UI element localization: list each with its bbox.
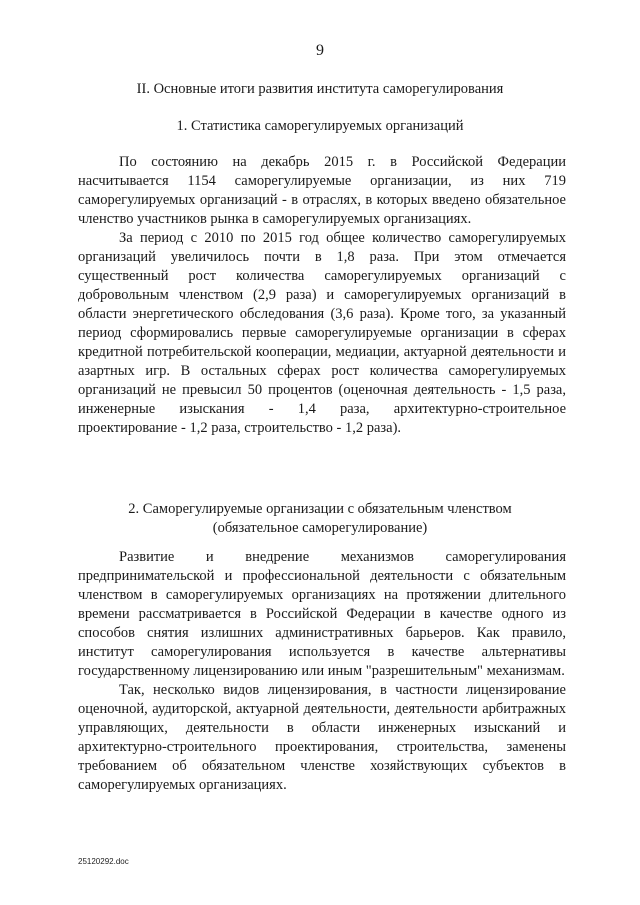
subsection-title-line: (обязательное саморегулирование)	[212, 520, 428, 536]
footer-filename: 25120292.doc	[78, 857, 129, 866]
paragraph: По состоянию на декабрь 2015 г. в Российской Федерации насчитывается 1154 саморегулируемые организации, из них 719 саморегулируемых организаций - в отраслях, в которых введено обязательное членство участников рынка в саморегулируемых организациях.	[78, 154, 566, 227]
subsection-title-line: 2. Саморегулируемые организации с обязательным членством	[128, 501, 512, 517]
section-title: II. Основные итоги развития института саморегулирования	[136, 81, 504, 97]
subsection-title-statistics: 1. Статистика саморегулируемых организаций	[176, 118, 464, 134]
mandatory-body	[78, 548, 566, 795]
paragraph: Развитие и внедрение механизмов саморегулирования предпринимательской и профессиональной деятельности с обязательным членством в саморегулируемых организациях на протяжении длительного времени рассматривается в Российской Федерации в качестве одного из способов снятия излишних административных барьеров. Как правило, институт саморегулирования используется в качестве альтернативы государственному лицензированию или иным "разрешительным" механизмам.	[78, 549, 566, 679]
statistics-body	[78, 153, 566, 438]
paragraph: За период с 2010 по 2015 год общее количество саморегулируемых организаций увеличилось почти в 1,8 раза. При этом отмечается существенный рост количества саморегулируемых организаций с добровольным членством (2,9 раза) и саморегулируемых организаций в области энергетического обследования (3,6 раза). Кроме того, за указанный период сформировались первые саморегулируемые организации в сферах кредитной потребительской кооперации, медиации, актуарной деятельности и азартных игр. В остальных сферах рост количества саморегулируемых организаций не превысил 50 процентов (оценочная деятельность - 1,5 раза, инженерные изыскания - 1,4 раза, архитектурно-строительное проектирование - 1,2 раза, строительство - 1,2 раза).	[78, 230, 566, 436]
paragraph: Так, несколько видов лицензирования, в частности лицензирование оценочной, аудиторской, актуарной деятельности, деятельности арбитражных управляющих, деятельности в области инженерных изысканий и архитектурно-строительного проектирования, строительства, заменены требованием об обязательном членстве хозяйствующих субъектов в саморегулируемых организациях.	[78, 682, 566, 793]
page-number: 9	[316, 42, 324, 59]
subsection-title-mandatory	[0, 500, 640, 538]
